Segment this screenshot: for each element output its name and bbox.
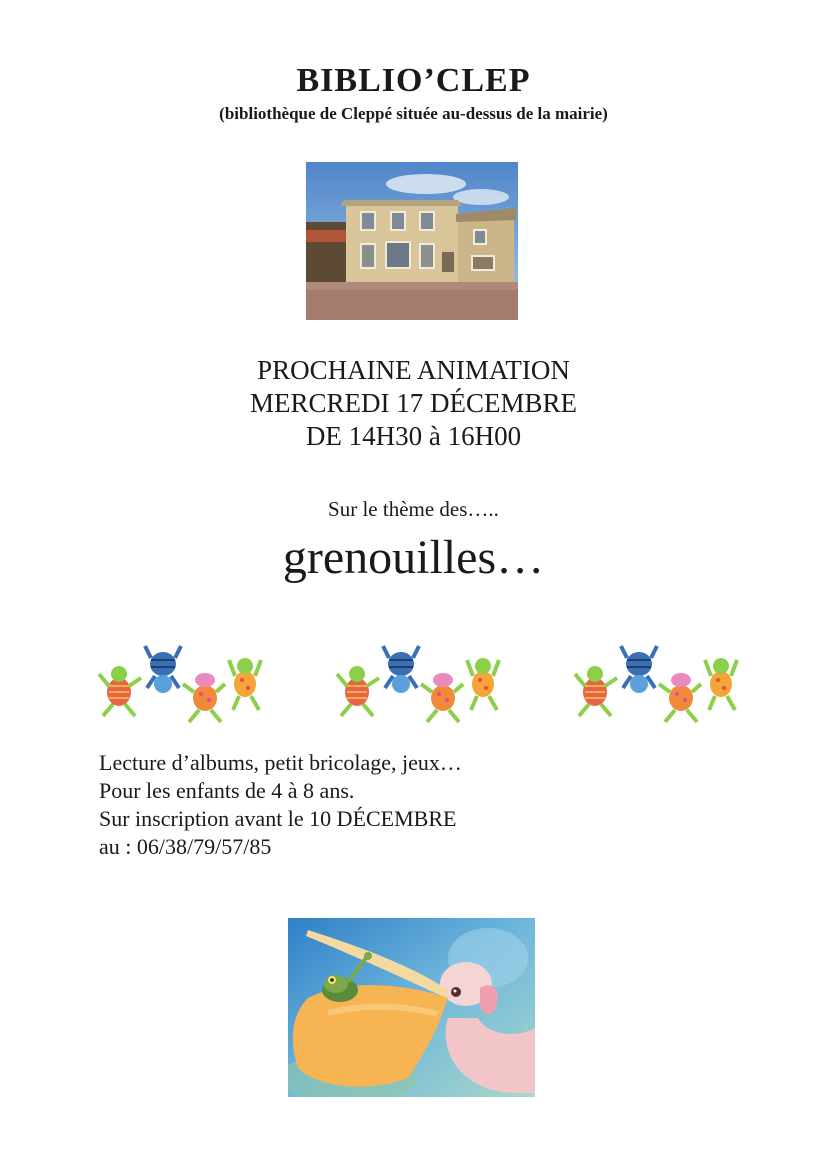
frog-pelican-illustration: [288, 918, 535, 1097]
frog-decoration-left: [95, 640, 273, 730]
poster-title: BIBLIO’CLEP: [296, 62, 531, 99]
event-details: [99, 749, 462, 861]
registration-deadline-text: Sur inscription avant le 10 DÉCEMBRE: [99, 806, 457, 831]
phone-number-text: au : 06/38/79/57/85: [99, 834, 272, 859]
event-heading: PROCHAINE ANIMATION: [257, 355, 570, 385]
theme-intro: Sur le thème des…..: [328, 497, 499, 521]
event-time: DE 14H30 à 16H00: [305, 421, 522, 451]
frog-decoration-right: [571, 640, 749, 730]
library-building-photo: [306, 162, 518, 320]
frog-decoration-center: [333, 640, 511, 730]
theme-name: grenouilles…: [282, 531, 545, 584]
activities-text: Lecture d’albums, petit bricolage, jeux…: [99, 750, 462, 775]
poster-subtitle: (bibliothèque de Cleppé située au-dessus de la mairie): [219, 104, 608, 123]
event-announcement: [0, 354, 827, 453]
event-date: MERCREDI 17 DÉCEMBRE: [249, 388, 578, 418]
age-range-text: Pour les enfants de 4 à 8 ans.: [99, 778, 355, 803]
